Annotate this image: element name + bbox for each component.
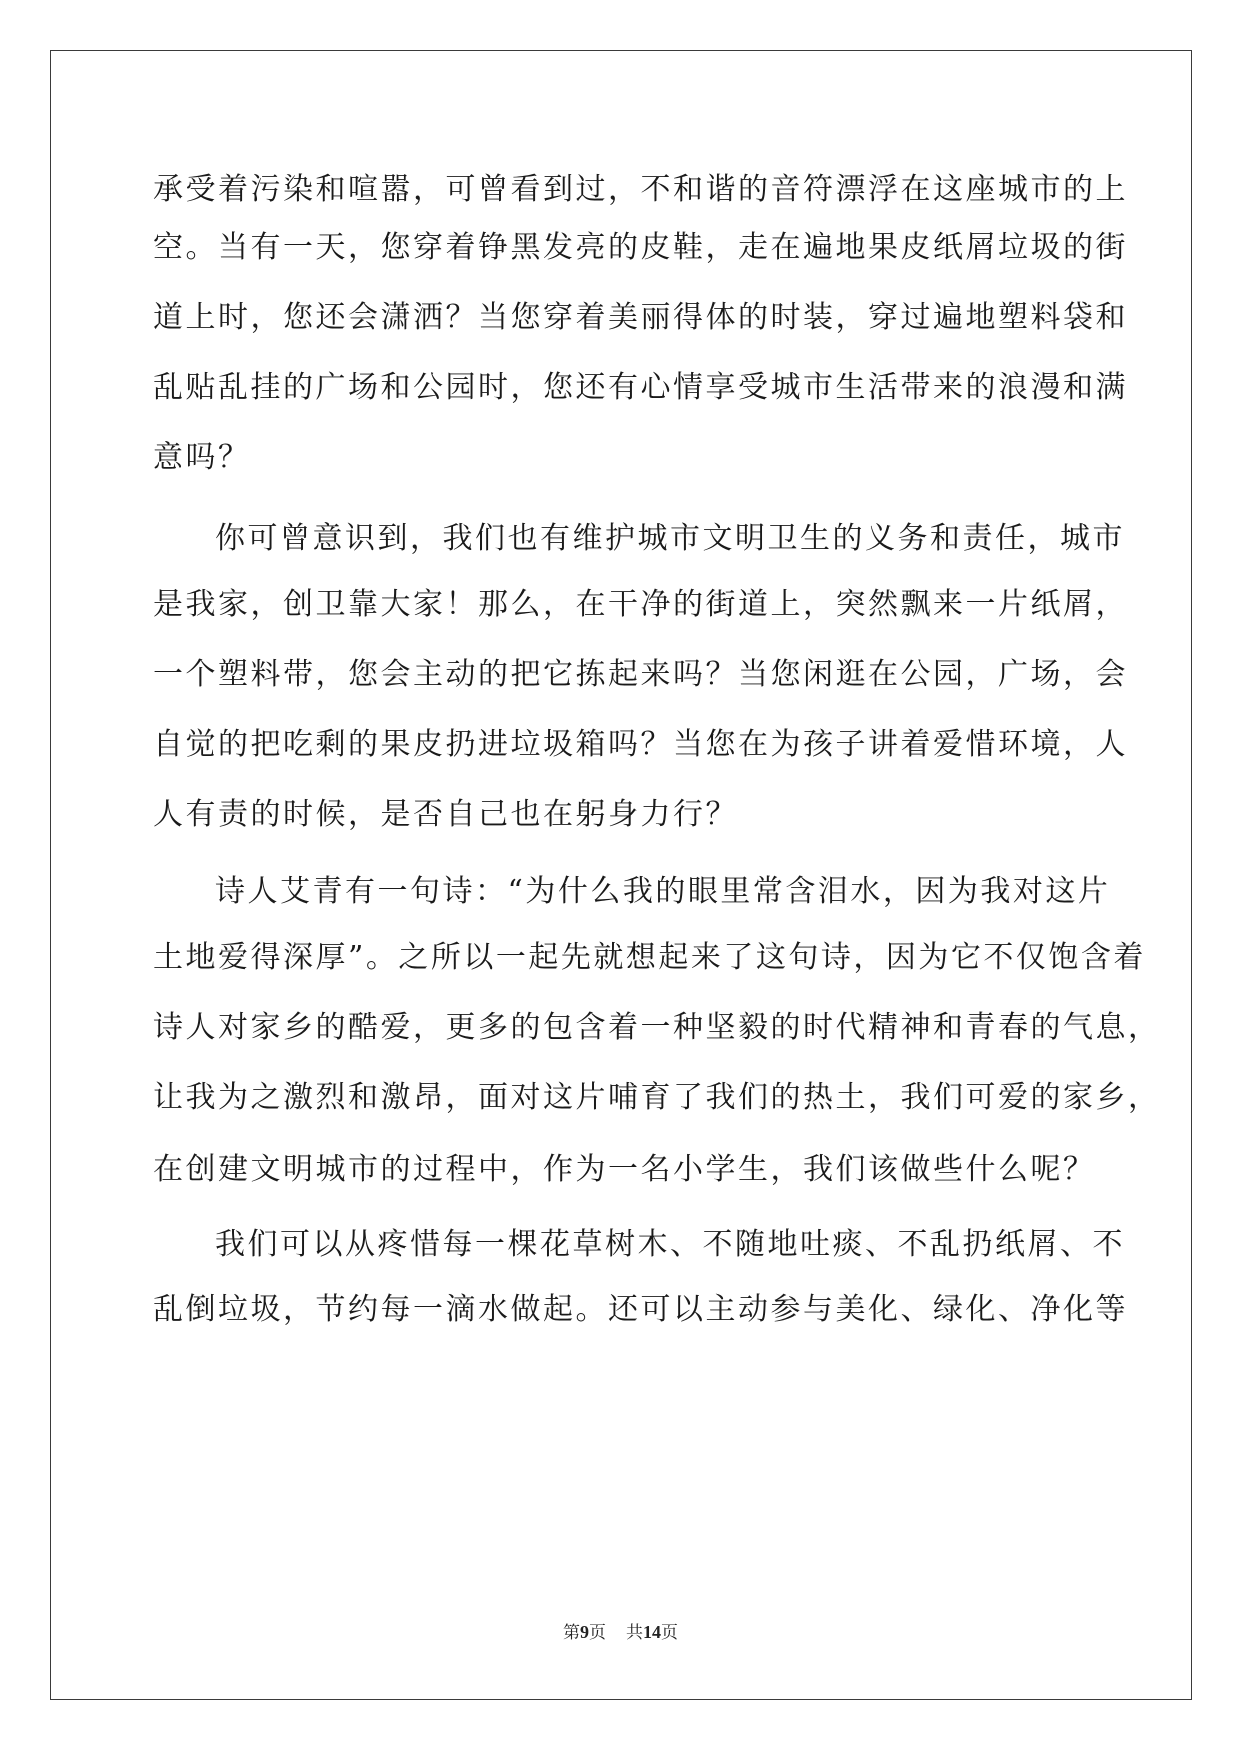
text-line: 承受着污染和喧嚣，可曾看到过，不和谐的音符漂浮在这座城市的上 — [153, 172, 1128, 207]
text-line: 一个塑料带，您会主动的把它拣起来吗？当您闲逛在公园，广场，会 — [153, 657, 1128, 692]
total-pages: 14 — [643, 1622, 661, 1642]
text-line: 人有责的时候，是否自己也在躬身力行？ — [153, 797, 738, 832]
total-prefix: 共 — [626, 1623, 643, 1643]
paragraph-first-line: 我们可以从疼惜每一棵花草树木、不随地吐痰、不乱扔纸屑、不 — [215, 1227, 1125, 1262]
paragraph-first-line: 诗人艾青有一句诗：“为什么我的眼里常含泪水，因为我对这片 — [215, 874, 1111, 909]
text-line: 自觉的把吃剩的果皮扔进垃圾箱吗？当您在为孩子讲着爱惜环境，人 — [153, 727, 1128, 762]
text-line: 诗人对家乡的酷爱，更多的包含着一种坚毅的时代精神和青春的气息， — [153, 1010, 1161, 1045]
paragraph-first-line: 你可曾意识到，我们也有维护城市文明卫生的义务和责任，城市 — [215, 521, 1125, 556]
text-line: 乱贴乱挂的广场和公园时，您还有心情享受城市生活带来的浪漫和满 — [153, 370, 1128, 405]
text-line: 让我为之激烈和激昂，面对这片哺育了我们的热土，我们可爱的家乡， — [153, 1080, 1161, 1115]
text-line: 意吗？ — [153, 440, 251, 475]
page-suffix: 页 — [589, 1623, 606, 1643]
text-line: 空。当有一天，您穿着铮黑发亮的皮鞋，走在遍地果皮纸屑垃圾的街 — [153, 230, 1128, 265]
text-line: 土地爱得深厚”。之所以一起先就想起来了这句诗，因为它不仅饱含着 — [153, 940, 1146, 975]
page-number: 9 — [580, 1622, 589, 1642]
text-line: 在创建文明城市的过程中，作为一名小学生，我们该做些什么呢？ — [153, 1152, 1096, 1187]
text-line: 乱倒垃圾，节约每一滴水做起。还可以主动参与美化、绿化、净化等 — [153, 1292, 1128, 1327]
text-line: 道上时，您还会潇洒？当您穿着美丽得体的时装，穿过遍地塑料袋和 — [153, 300, 1128, 335]
page-footer — [0, 1620, 1241, 1645]
total-suffix: 页 — [661, 1623, 678, 1643]
page-prefix: 第 — [563, 1623, 580, 1643]
text-line: 是我家，创卫靠大家！那么，在干净的街道上，突然飘来一片纸屑， — [153, 587, 1128, 622]
